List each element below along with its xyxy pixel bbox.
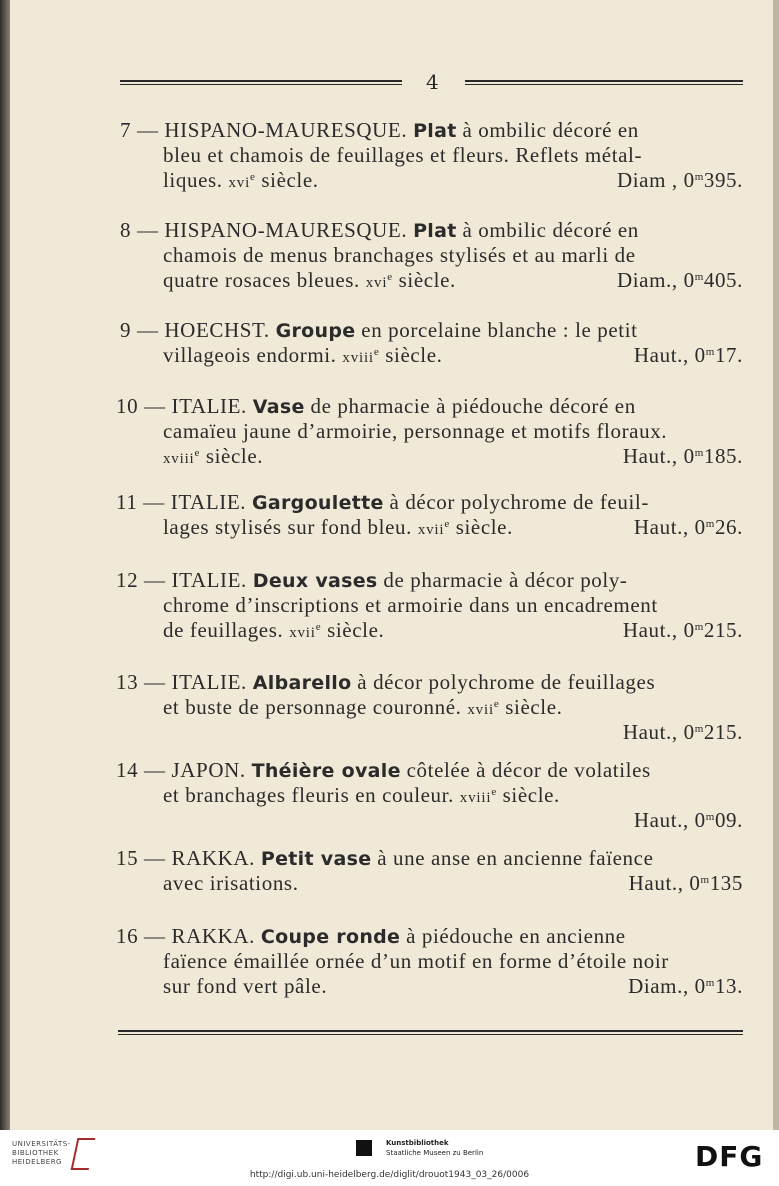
- lot-origin: — RAKKA.: [138, 924, 261, 948]
- century-numeral: xviii: [342, 350, 374, 366]
- lot-object: Coupe ronde: [260, 926, 401, 948]
- lot-description: à piédouche en ancienne: [400, 924, 626, 948]
- lot-object: Groupe: [275, 320, 356, 342]
- entry-line: [163, 343, 443, 368]
- lot-description: siècle.: [200, 444, 264, 468]
- entry-line: [163, 618, 384, 643]
- lot-number: 8: [120, 218, 132, 242]
- lot-dimension: [634, 515, 743, 540]
- century-superscript: e: [194, 447, 200, 459]
- lot-dimension: [634, 808, 743, 833]
- entry-line: [163, 444, 263, 469]
- lot-number: 14: [116, 758, 139, 782]
- dimension-unit: m: [700, 874, 710, 886]
- lot-description: liques.: [163, 168, 229, 192]
- lot-origin: — ITALIE.: [138, 670, 253, 694]
- dimension-value: 09.: [714, 808, 743, 832]
- lot-description: faïence émaillée ornée d’un motif en forme d’étoile noir: [163, 949, 669, 973]
- lot-description: côtelée à décor de volatiles: [400, 758, 651, 782]
- lot-object: Plat: [413, 220, 457, 242]
- lot-origin: — HOECHST.: [131, 318, 276, 342]
- lot-description: avec irisations.: [163, 871, 299, 895]
- lot-number: 11: [116, 490, 138, 514]
- dimension-label: Haut., 0: [633, 808, 706, 832]
- header-rule-left: [120, 80, 402, 85]
- entry-line: [116, 394, 636, 419]
- century-numeral: xvi: [365, 275, 388, 291]
- entry-line: [163, 783, 560, 808]
- kb-subtitle: Staatliche Museen zu Berlin: [386, 1149, 484, 1157]
- dimension-label: Haut., 0: [633, 515, 706, 539]
- dimension-unit: m: [694, 621, 704, 633]
- digitization-footer: [0, 1130, 779, 1186]
- dimension-value: 13.: [714, 974, 743, 998]
- lot-dimension: [623, 720, 743, 745]
- entry-line: [163, 593, 658, 618]
- lot-dimension: [623, 444, 743, 469]
- lot-description: sur fond vert pâle.: [163, 974, 328, 998]
- dimension-value: 135: [709, 871, 743, 895]
- entry-line: [163, 268, 456, 293]
- entry-line: [120, 218, 639, 243]
- entry-line: [120, 318, 638, 343]
- lot-description: chrome d’inscriptions et armoirie dans un encadrement: [163, 593, 658, 617]
- lot-origin: — ITALIE.: [138, 568, 253, 592]
- dimension-value: 17.: [714, 343, 743, 367]
- century-numeral: xvii: [289, 625, 316, 641]
- lot-object: Vase: [252, 396, 305, 418]
- dimension-value: 215.: [703, 720, 743, 744]
- lot-dimension: [617, 268, 743, 293]
- dimension-label: Diam , 0: [616, 168, 695, 192]
- lot-description: siècle.: [321, 618, 385, 642]
- entry-line: [116, 846, 654, 871]
- lot-description: chamois de menus branchages stylisés et au marli de: [163, 243, 636, 267]
- lot-description: siècle.: [379, 343, 443, 367]
- entry-line: [163, 871, 299, 896]
- century-numeral: xviii: [459, 790, 492, 806]
- entry-line: [163, 974, 327, 999]
- lot-dimension: [634, 343, 743, 368]
- lot-description: siècle.: [392, 268, 456, 292]
- lot-object: Petit vase: [260, 848, 372, 870]
- lot-number: 16: [116, 924, 139, 948]
- page-edge: [773, 0, 779, 1130]
- lot-object: Albarello: [252, 672, 352, 694]
- dfg-logo: DFG: [695, 1140, 764, 1173]
- dimension-value: 405.: [703, 268, 743, 292]
- page-number: 4: [426, 70, 439, 94]
- century-superscript: e: [250, 171, 256, 183]
- century-numeral: xvii: [417, 522, 445, 538]
- century-superscript: e: [444, 518, 450, 530]
- dimension-unit: m: [694, 723, 704, 735]
- dimension-unit: m: [694, 271, 704, 283]
- lot-dimension: [623, 618, 743, 643]
- lot-dimension: [617, 168, 743, 193]
- dimension-value: 395.: [703, 168, 743, 192]
- lot-origin: — ITALIE.: [138, 394, 253, 418]
- lot-description: à ombilic décoré en: [456, 118, 639, 142]
- entry-line: [116, 758, 651, 783]
- footer-rule: [118, 1030, 743, 1035]
- book-spine-edge: [0, 0, 10, 1130]
- lot-description: siècle.: [496, 783, 560, 807]
- source-url[interactable]: http://digi.ub.uni-heidelberg.de/diglit/drouot1943_03_26/0006: [249, 1170, 530, 1180]
- dimension-unit: m: [694, 447, 704, 459]
- kb-title: Kunstbibliothek: [386, 1139, 449, 1147]
- lot-description: camaïeu jaune d’armoirie, personnage et motifs floraux.: [163, 419, 668, 443]
- entry-line: [116, 490, 649, 515]
- lot-origin: — HISPANO-MAURESQUE.: [131, 118, 414, 142]
- entry-line: [163, 515, 513, 540]
- lot-dimension: [628, 974, 743, 999]
- lot-description: siècle.: [499, 695, 563, 719]
- lot-description: de pharmacie à piédouche décoré en: [304, 394, 636, 418]
- dimension-label: Haut., 0: [628, 871, 701, 895]
- century-superscript: e: [315, 621, 322, 633]
- century-superscript: e: [491, 786, 497, 798]
- university-library-label: [12, 1140, 71, 1167]
- entry-line: [116, 568, 628, 593]
- dimension-label: Diam., 0: [628, 974, 706, 998]
- century-superscript: e: [387, 271, 393, 283]
- lot-description: et buste de personnage couronné.: [163, 695, 468, 719]
- lot-description: bleu et chamois de feuillages et fleurs. Reflets métal-: [163, 143, 643, 167]
- dimension-unit: m: [705, 518, 715, 530]
- uni-line-1: UNIVERSITÄTS-: [12, 1140, 71, 1148]
- entry-line: [120, 118, 639, 143]
- century-superscript: e: [493, 698, 500, 710]
- lot-number: 10: [116, 394, 139, 418]
- lot-description: à une anse en ancienne faïence: [371, 846, 654, 870]
- dimension-unit: m: [705, 811, 715, 823]
- century-numeral: xvi: [228, 175, 251, 191]
- entry-line: [163, 243, 636, 268]
- dimension-label: Haut., 0: [633, 343, 706, 367]
- lot-origin: — ITALIE.: [137, 490, 252, 514]
- lot-description: de feuillages.: [163, 618, 290, 642]
- entry-line: [163, 419, 667, 444]
- lot-number: 9: [120, 318, 132, 342]
- dimension-unit: m: [705, 977, 715, 989]
- dimension-value: 215.: [703, 618, 743, 642]
- lot-description: lages stylisés sur fond bleu.: [163, 515, 418, 539]
- header-rule-right: [465, 80, 743, 85]
- dimension-label: Haut., 0: [622, 720, 695, 744]
- lot-description: de pharmacie à décor poly-: [377, 568, 628, 592]
- uni-line-3: HEIDELBERG: [12, 1158, 62, 1166]
- entry-line: [163, 695, 563, 720]
- century-numeral: xvii: [467, 702, 494, 718]
- dimension-unit: m: [705, 346, 715, 358]
- entry-line: [163, 949, 669, 974]
- lot-description: à décor polychrome de feuil-: [383, 490, 649, 514]
- lot-description: à décor polychrome de feuillages: [351, 670, 656, 694]
- lot-object: Deux vases: [252, 570, 378, 592]
- dimension-label: Diam., 0: [616, 268, 695, 292]
- lot-number: 12: [116, 568, 139, 592]
- dimension-unit: m: [694, 171, 704, 183]
- lot-number: 7: [120, 118, 132, 142]
- lot-object: Plat: [413, 120, 457, 142]
- entry-line: [163, 168, 319, 193]
- lot-description: et branchages fleuris en couleur.: [163, 783, 460, 807]
- university-logo-icon: [71, 1138, 96, 1170]
- kunstbibliothek-logo-icon: [356, 1140, 372, 1156]
- dimension-value: 185.: [703, 444, 743, 468]
- dimension-label: Haut., 0: [622, 618, 695, 642]
- lot-origin: — HISPANO-MAURESQUE.: [131, 218, 414, 242]
- lot-object: Théière ovale: [251, 760, 401, 782]
- dimension-label: Haut., 0: [622, 444, 695, 468]
- century-superscript: e: [373, 346, 380, 358]
- entry-line: [116, 924, 626, 949]
- dimension-value: 26.: [714, 515, 743, 539]
- entry-line: [163, 143, 642, 168]
- lot-number: 15: [116, 846, 139, 870]
- lot-object: Gargoulette: [251, 492, 384, 514]
- century-numeral: xviii: [163, 451, 195, 467]
- lot-origin: — JAPON.: [138, 758, 252, 782]
- lot-number: 13: [116, 670, 139, 694]
- lot-description: en porcelaine blanche : le petit: [355, 318, 638, 342]
- lot-description: villageois endormi.: [163, 343, 343, 367]
- lot-description: siècle.: [255, 168, 319, 192]
- lot-origin: — RAKKA.: [138, 846, 261, 870]
- uni-line-2: BIBLIOTHEK: [12, 1149, 59, 1157]
- kunstbibliothek-label: [386, 1138, 483, 1158]
- lot-dimension: [629, 871, 743, 896]
- lot-description: à ombilic décoré en: [456, 218, 639, 242]
- lot-description: quatre rosaces bleues.: [163, 268, 366, 292]
- lot-description: siècle.: [449, 515, 513, 539]
- entry-line: [116, 670, 655, 695]
